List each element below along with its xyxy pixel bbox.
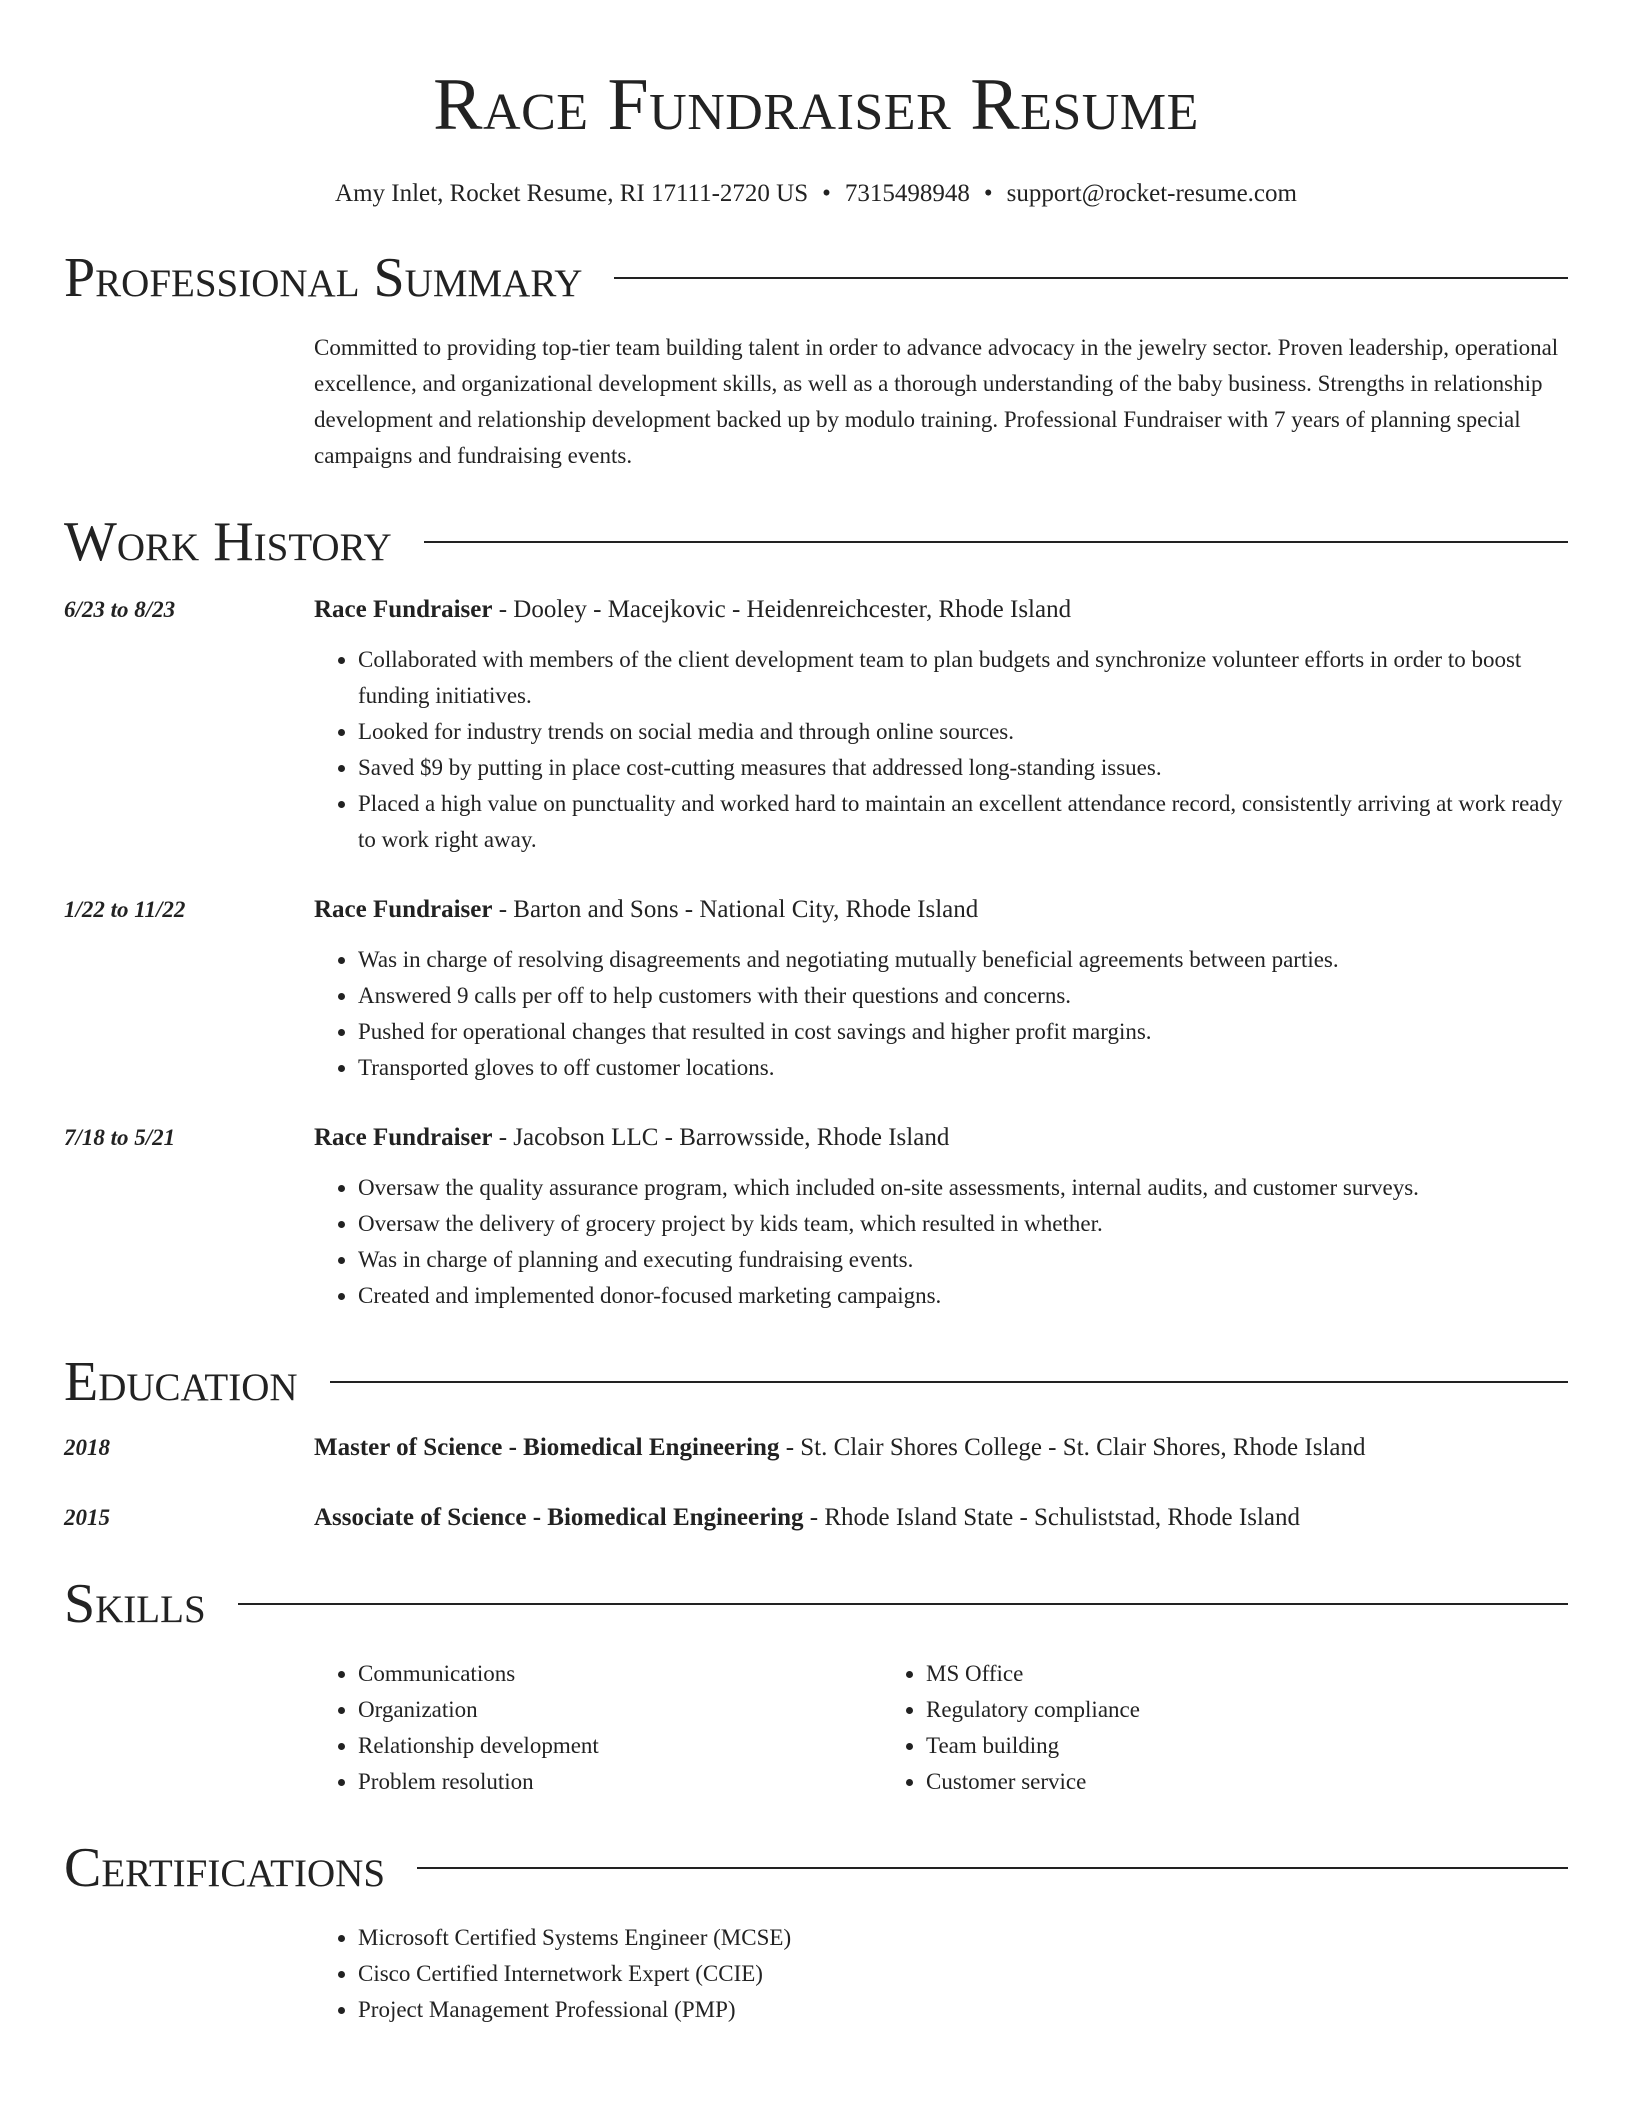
job-heading	[314, 1120, 1568, 1156]
job-dates: 7/18 to 5/21	[64, 1125, 176, 1150]
education-line	[314, 1430, 1568, 1466]
job-bullets	[314, 642, 1568, 858]
job-body	[314, 592, 1568, 858]
list-item: • Oversaw the quality assurance program, which included on-site assessments, internal audits, and customer surveys.	[358, 1170, 1568, 1206]
skill-item: • Organization	[358, 1692, 882, 1728]
certification-item: • Cisco Certified Internetwork Expert (CCIE)	[358, 1956, 1568, 1992]
skill-item: • MS Office	[926, 1656, 1450, 1692]
job-entry	[64, 892, 1568, 1086]
section-title: Skills	[64, 1573, 206, 1635]
section-certifications-header	[64, 1836, 1568, 1900]
list-item: • Was in charge of planning and executing fundraising events.	[358, 1242, 1568, 1278]
education-details: - Rhode Island State - Schuliststad, Rhode Island	[803, 1504, 1300, 1531]
job-entry	[64, 592, 1568, 858]
contact-line	[64, 178, 1568, 210]
phone: 7315498948	[844, 180, 970, 207]
summary-text: Committed to providing top-tier team building talent in order to advance advocacy in the jewelry sector. Proven leadership, operational excellence, and organizational development skills, as well as a thorough understanding of the baby business. Strengths in relationship development and relationship development backed up by modulo training. Professional Fundraiser with 7 years of planning special campaigns and fundraising events.	[314, 335, 1559, 468]
list-item: • Collaborated with members of the client development team to plan budgets and synchronize volunteer efforts in order to boost funding initiatives.	[358, 642, 1568, 714]
skill-item: • Team building	[926, 1728, 1450, 1764]
section-title: Education	[64, 1351, 298, 1413]
separator-dot: •	[822, 180, 831, 207]
skill-item: • Customer service	[926, 1764, 1450, 1800]
certification-item: • Project Management Professional (PMP)	[358, 1992, 1568, 2028]
job-body	[314, 892, 1568, 1086]
education-year: 2018	[64, 1435, 110, 1460]
job-details: - Dooley - Macejkovic - Heidenreichcester, Rhode Island	[492, 596, 1072, 623]
section-title: Professional Summary	[64, 247, 583, 309]
skill-item: • Problem resolution	[358, 1764, 882, 1800]
list-item: • Looked for industry trends on social media and through online sources.	[358, 714, 1568, 750]
section-divider	[424, 541, 1568, 543]
section-divider	[614, 277, 1568, 279]
education-line	[314, 1500, 1568, 1536]
job-details: - Barton and Sons - National City, Rhode Island	[492, 896, 979, 923]
job-entry	[64, 1120, 1568, 1314]
list-item: • Created and implemented donor-focused marketing campaigns.	[358, 1278, 1568, 1314]
job-heading	[314, 592, 1568, 628]
job-dates: 1/22 to 11/22	[64, 897, 186, 922]
section-title: Work History	[64, 511, 392, 573]
email: support@rocket-resume.com	[1006, 180, 1297, 207]
education-list	[64, 1430, 1568, 1536]
skills-list-right	[882, 1656, 1450, 1800]
job-dates: 6/23 to 8/23	[64, 597, 176, 622]
degree: Associate of Science - Biomedical Engineering	[314, 1504, 804, 1531]
section-title: Certifications	[64, 1837, 386, 1899]
section-education-header	[64, 1350, 1568, 1414]
education-entry	[64, 1430, 1568, 1466]
certifications-block	[314, 1920, 1568, 2028]
section-skills-header	[64, 1572, 1568, 1636]
job-title: Race Fundraiser	[314, 596, 493, 623]
certification-item: • Microsoft Certified Systems Engineer (MCSE)	[358, 1920, 1568, 1956]
list-item: • Answered 9 calls per off to help customers with their questions and concerns.	[358, 978, 1568, 1014]
section-summary-header	[64, 246, 1568, 310]
education-year: 2015	[64, 1505, 110, 1530]
section-divider	[238, 1603, 1568, 1605]
job-bullets	[314, 942, 1568, 1086]
list-item: • Saved $9 by putting in place cost-cutting measures that addressed long-standing issues.	[358, 750, 1568, 786]
job-title: Race Fundraiser	[314, 1124, 493, 1151]
page-title: Race Fundraiser Resume	[433, 64, 1199, 146]
job-heading	[314, 892, 1568, 928]
section-divider	[330, 1381, 1568, 1383]
list-item: • Pushed for operational changes that resulted in cost savings and higher profit margins.	[358, 1014, 1568, 1050]
skills-list-left	[314, 1656, 882, 1800]
job-details: - Jacobson LLC - Barrowsside, Rhode Island	[492, 1124, 950, 1151]
section-work-header	[64, 510, 1568, 574]
address: Amy Inlet, Rocket Resume, RI 17111-2720 US	[335, 180, 809, 207]
education-entry	[64, 1500, 1568, 1536]
education-details: - St. Clair Shores College - St. Clair Shores, Rhode Island	[779, 1434, 1366, 1461]
job-body	[314, 1120, 1568, 1314]
separator-dot: •	[983, 180, 993, 207]
job-title: Race Fundraiser	[314, 896, 493, 923]
list-item: • Oversaw the delivery of grocery project by kids team, which resulted in whether.	[358, 1206, 1568, 1242]
list-item: • Was in charge of resolving disagreements and negotiating mutually beneficial agreements between parties.	[358, 942, 1568, 978]
skills-columns	[314, 1656, 1568, 1800]
skill-item: • Regulatory compliance	[926, 1692, 1450, 1728]
section-divider	[417, 1867, 1568, 1869]
list-item: • Transported gloves to off customer locations.	[358, 1050, 1568, 1086]
certifications-list	[314, 1920, 1568, 2028]
degree: Master of Science - Biomedical Engineering	[314, 1434, 780, 1461]
list-item: • Placed a high value on punctuality and worked hard to maintain an excellent attendance record, consistently arriving at work ready to work right away.	[358, 786, 1568, 858]
skill-item: • Communications	[358, 1656, 882, 1692]
skill-item: • Relationship development	[358, 1728, 882, 1764]
job-bullets	[314, 1170, 1568, 1314]
work-history-list	[64, 592, 1568, 1314]
